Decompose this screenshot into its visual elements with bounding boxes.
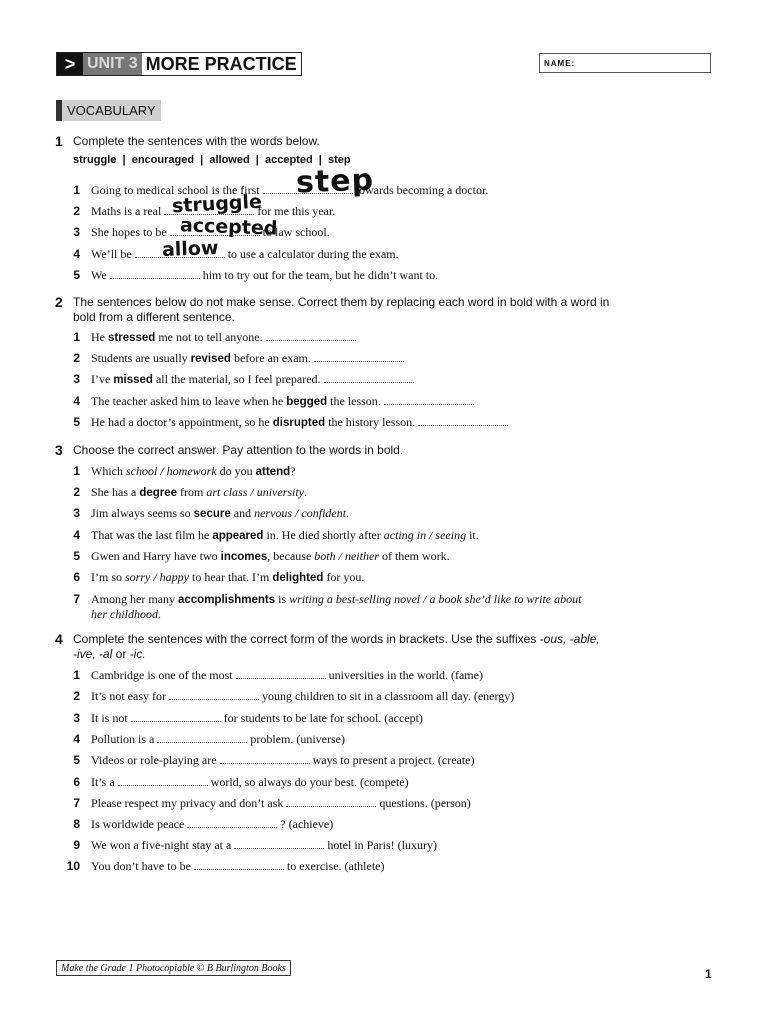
item-text: It’s not easy for [91,689,166,703]
exercise-item [60,859,385,875]
item-number: 3 [73,711,80,725]
item-text: of them work. [381,549,450,563]
item-text: do you [219,464,253,478]
answer-choice[interactable]: both / neither [314,549,379,563]
item-text: the lesson. [330,394,381,408]
answer-blank[interactable] [236,669,326,679]
exercise-item [60,464,295,480]
page-title: MORE PRACTICE [145,53,297,74]
answer-blank[interactable] [157,733,247,743]
item-text: towards becoming a doctor. [355,183,489,197]
exercise-item [60,838,437,854]
item-number: 4 [73,732,80,746]
item-text: It is not [91,711,128,725]
item-text: ? (achieve) [280,817,334,831]
instruction-text: Complete the sentences with the correct form of the words in brackets. Use the suffixes [73,632,540,646]
item-number: 2 [73,351,80,365]
exercise-item [60,732,345,748]
item-text: problem. (universe) [250,732,345,746]
item-number: 10 [66,859,80,873]
item-number: 5 [73,753,80,767]
item-number: 5 [73,549,80,563]
unit-header [56,52,302,76]
bold-word: begged [286,396,328,408]
item-text: . [346,506,350,520]
answer-blank[interactable] [220,754,310,764]
section-label [56,100,161,121]
item-text: the history lesson. [328,415,416,429]
handwritten-answer: allow [161,237,219,261]
word-bank: struggle | encouraged | allowed | accepted | step [73,154,351,166]
answer-choice[interactable]: school / homework [126,464,217,478]
item-text: Maths is a real [91,204,162,218]
answer-blank[interactable] [286,797,376,807]
answer-blank[interactable] [118,776,208,786]
answer-blank[interactable] [234,839,324,849]
item-number: 7 [73,796,80,810]
item-number: 8 [73,817,80,831]
answer-choice[interactable]: her childhood [91,607,158,621]
exercise-item [60,689,514,705]
item-text: Going to medical school is the first [91,183,260,197]
exercise-instruction: The sentences below do not make sense. Correct them by replacing each word in bold with a word in bold from a different sentence. [73,295,610,324]
exercise-number: 4 [55,631,63,647]
exercise-number: 1 [55,133,63,149]
item-text: hotel in Paris! (luxury) [327,838,437,852]
bold-word: delighted [272,572,324,584]
item-text: We won a five-night stay at a [91,838,232,852]
item-number: 4 [73,247,80,261]
item-number: 2 [73,204,80,218]
item-number: 9 [73,838,80,852]
item-text: all the material, so I feel prepared. [155,372,321,386]
exercise-item [60,372,417,388]
bold-word: incomes [220,551,268,563]
item-text: The teacher asked him to leave when he [91,394,284,408]
item-text: for you. [326,570,365,584]
item-text: He had a doctor’s appointment, so he [91,415,270,429]
item-number: 4 [73,394,80,408]
exercise-number: 2 [55,294,63,310]
answer-blank[interactable] [314,352,404,362]
exercise-item [60,394,477,410]
item-text: Which [91,464,123,478]
bold-word: missed [113,374,153,386]
bold-word: appeared [212,530,264,542]
item-text: to exercise. (athlete) [286,859,385,873]
exercise-item [60,351,407,367]
item-text: ways to present a project. (create) [312,753,475,767]
exercise-item [60,549,450,565]
bold-word: degree [139,487,178,499]
item-text: ? [290,464,296,478]
item-number: 5 [73,415,80,429]
item-text: Students are usually [91,351,188,365]
answer-blank[interactable] [169,690,259,700]
item-text: Is worldwide peace [91,817,185,831]
exercise-item [60,570,364,586]
item-text: before an exam. [233,351,311,365]
name-field[interactable] [539,53,711,73]
item-text: in. He died shortly after [266,528,381,542]
item-number: 3 [73,506,80,520]
item-text: He [91,330,105,344]
item-text: We’ll be [91,247,132,261]
suffix-list: -ive, -al [73,647,113,661]
answer-blank[interactable] [266,331,356,341]
item-text: I’m so [91,570,122,584]
bold-word: stressed [108,332,156,344]
bold-word: revised [190,353,231,365]
item-number: 1 [73,183,80,197]
answer-blank[interactable] [194,860,284,870]
exercise-item [60,247,399,263]
section-title: VOCABULARY [62,100,161,121]
answer-blank[interactable] [131,712,221,722]
item-text: it. [469,528,479,542]
exercise-item [60,711,423,727]
exercise-item [60,668,483,684]
exercise-number: 3 [55,442,63,458]
item-text: , because [267,549,312,563]
item-number: 7 [73,592,80,606]
answer-blank[interactable] [418,416,508,426]
unit-label: UNIT 3 [83,53,142,75]
exercise-instruction: Choose the correct answer. Pay attention to the words in bold. [73,443,404,457]
item-number: 1 [73,330,80,344]
suffix-list: -ic. [129,647,146,661]
item-text: me not to tell anyone. [158,330,263,344]
item-text: You don’t have to be [91,859,191,873]
exercise-item [60,775,409,791]
item-text: universities in the world. (fame) [328,668,483,682]
item-text: Pollution is a [91,732,155,746]
bold-word: attend [255,466,291,478]
item-text: for me this year. [257,204,336,218]
name-label: NAME: [544,58,576,68]
answer-blank[interactable] [110,269,200,279]
item-text: young children to sit in a classroom all day. (energy) [261,689,515,703]
item-number: 1 [73,464,80,478]
item-text: to hear that. I’m [192,570,270,584]
exercise-item [60,753,475,769]
item-text: She has a [91,485,137,499]
item-text: We [91,268,107,282]
exercise-item [60,485,307,501]
item-text: Please respect my privacy and don’t ask [91,796,284,810]
item-number: 5 [73,268,80,282]
item-number: 4 [73,528,80,542]
answer-choice[interactable]: writing a best-selling novel / a book she’d like to write about [289,592,582,606]
page-number: 1 [705,967,712,981]
item-text: Videos or role-playing are [91,753,217,767]
item-text: questions. (person) [379,796,471,810]
item-number: 6 [73,775,80,789]
exercise-item [60,415,511,431]
handwritten-answer: step [295,162,375,201]
item-number: 3 [73,372,80,386]
item-text: him to try out for the team, but he didn’t want to. [202,268,439,282]
exercise-item [60,330,359,346]
item-number: 2 [73,689,80,703]
item-text: It’s a [91,775,115,789]
item-text: Among her many [91,592,175,606]
item-text: to law school. [262,225,330,239]
item-number: 3 [73,225,80,239]
exercise-item [60,268,438,284]
bold-word: secure [193,508,231,520]
instruction-text: or [112,647,130,661]
item-text: world, so always do your best. (compete) [210,775,409,789]
answer-choice[interactable]: nervous / confident [254,506,347,520]
item-number: 6 [73,570,80,584]
exercise-item [60,592,581,621]
arrow-icon: > [57,53,83,75]
bold-word: accomplishments [177,594,276,606]
item-text: from [180,485,204,499]
item-text: Jim always seems so [91,506,191,520]
item-text: Cambridge is one of the most [91,668,233,682]
exercise-item [60,528,479,544]
answer-blank[interactable] [187,818,277,828]
item-text: That was the last film he [91,528,210,542]
item-text: Gwen and Harry have two [91,549,218,563]
item-text: I’ve [91,372,111,386]
item-text: to use a calculator during the exam. [227,247,399,261]
item-text: She hopes to be [91,225,167,239]
answer-choice[interactable]: acting in / seeing [383,528,467,542]
exercise-item [60,817,333,833]
exercise-item [60,183,488,199]
footer-credit: Make the Grade 1 Photocopiable © B Burlington Books [56,960,291,976]
exercise-instruction [73,632,633,662]
exercise-item [60,506,349,522]
item-text: for students to be late for school. (accept) [223,711,423,725]
handwritten-answer: accepted [179,214,278,240]
bold-word: disrupted [272,417,326,429]
handwritten-answer: struggle [171,190,263,218]
exercise-item [60,796,471,812]
answer-blank[interactable] [324,373,414,383]
item-number: 2 [73,485,80,499]
exercise-instruction: Complete the sentences with the words below. [73,134,320,148]
item-text: . [304,485,308,499]
suffix-list: -ous, -able, [539,632,600,646]
answer-choice[interactable]: sorry / happy [125,570,189,584]
item-text: . [158,607,161,621]
answer-blank[interactable] [384,395,474,405]
item-text: is [278,592,287,606]
item-number: 1 [73,668,80,682]
answer-choice[interactable]: art class / university [206,485,305,499]
item-text: and [233,506,252,520]
